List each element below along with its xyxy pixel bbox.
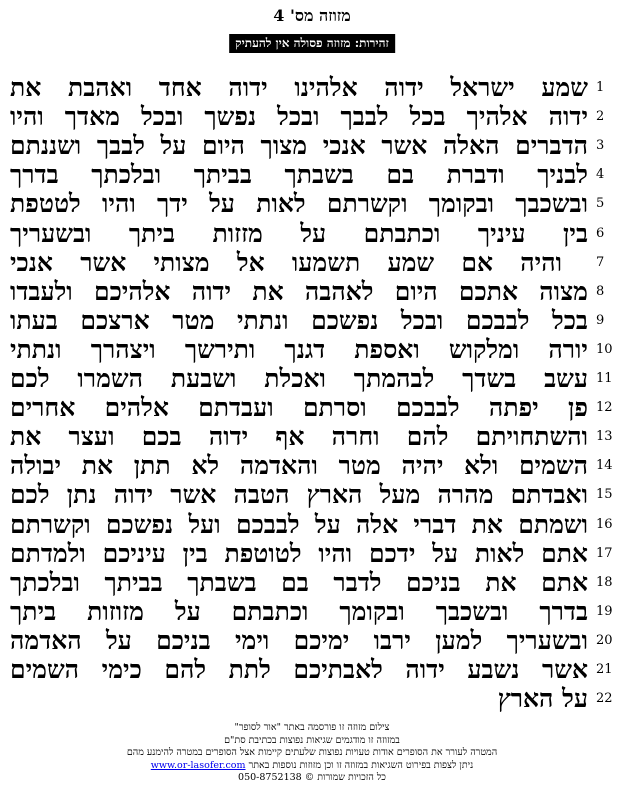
scroll-line bbox=[0, 159, 624, 190]
line-number: 16 bbox=[596, 516, 613, 532]
line-text: ובשכבך ובקומך וקשרתם לאות על ידך והיו לטטפת bbox=[10, 189, 588, 219]
footer-link-row bbox=[0, 760, 624, 773]
line-text: השמים ולא יהיה מטר והאדמה לא תתן את יבולה bbox=[10, 451, 588, 481]
scroll-line bbox=[0, 683, 624, 714]
scroll-line bbox=[0, 654, 624, 685]
line-number: 4 bbox=[596, 167, 605, 183]
scroll-line bbox=[0, 247, 624, 278]
footer-credit: צילום מזוזה זו פורסמה באתר "אור לסופר" bbox=[234, 722, 390, 733]
line-number: 18 bbox=[596, 574, 613, 590]
scroll-line bbox=[0, 538, 624, 569]
scroll-line bbox=[0, 450, 624, 481]
scroll-line bbox=[0, 188, 624, 219]
line-number: 7 bbox=[596, 254, 605, 270]
scroll-line bbox=[0, 101, 624, 132]
line-text: יורה ומלקוש ואספת דגנך ותירשך ויצהרך ונתתי bbox=[10, 334, 588, 364]
scroll-line bbox=[0, 509, 624, 540]
line-number: 13 bbox=[596, 429, 613, 445]
line-number: 20 bbox=[596, 632, 613, 648]
line-text: אתם את בניכם לדבר בם בשבתך בביתך ובלכתך bbox=[10, 567, 588, 597]
scroll-line bbox=[0, 218, 624, 249]
scroll-line bbox=[0, 363, 624, 394]
line-number: 12 bbox=[596, 400, 613, 416]
scroll-line bbox=[0, 276, 624, 307]
footer-view-note: ניתן לצפות בפירוט השגיאות במזוזה זו וכן מזוזות נוספות באתר bbox=[248, 759, 474, 771]
line-text: והשתחויתם להם וחרה אף ידוה בכם ועצר את bbox=[10, 422, 588, 452]
scroll-line bbox=[0, 479, 624, 510]
line-number: 5 bbox=[596, 196, 605, 212]
line-number: 11 bbox=[596, 371, 613, 386]
line-number: 9 bbox=[596, 312, 605, 328]
line-text: בכל לבבכם ובכל נפשכם ונתתי מטר ארצכם בעתו bbox=[10, 305, 588, 335]
footer-demo-note: במזוזה זו מודגמים שגיאות נפוצות בכתיבת סת"ם bbox=[224, 734, 400, 746]
line-text: ידוה אלהיך בכל לבבך ובכל נפשך ובכל מאדך והיו bbox=[10, 102, 588, 132]
line-text: פן יפתה לבבכם וסרתם ועבדתם אלהים אחרים bbox=[10, 393, 588, 423]
line-text: בדרך ובשכבך ובקומך וכתבתם על מזוזות ביתך bbox=[10, 596, 588, 626]
line-text: הדברים האלה אשר אנכי מצוך היום על לבבך ושננתם bbox=[10, 131, 588, 161]
line-number: 8 bbox=[596, 283, 605, 299]
line-text: עשב בשדך לבהמתך ואכלת ושבעת השמרו לכם bbox=[10, 364, 588, 393]
line-text: ובשעריך למען ירבו ימיכם וימי בניכם על האדמה bbox=[10, 625, 588, 655]
footer-copyright: כל הזכויות שמורות © 050-8752138 bbox=[238, 772, 386, 784]
line-text: לבניך ודברת בם בשבתך בביתך ובלכתך בדרך bbox=[10, 160, 588, 190]
line-text: אתם לאות על ידכם והיו לטוטפת בין עיניכם ולמדתם bbox=[10, 538, 588, 568]
footer bbox=[0, 722, 624, 785]
scroll-line bbox=[0, 72, 624, 103]
line-text: על הארץ bbox=[497, 684, 588, 714]
scroll-line bbox=[0, 130, 624, 161]
line-text: ושמתם את דברי אלה על לבבכם ועל נפשכם וקשרתם bbox=[10, 509, 588, 539]
line-number: 22 bbox=[596, 691, 613, 707]
line-number: 10 bbox=[596, 341, 613, 357]
line-text: אשר נשבע ידוה לאבתיכם לתת להם כימי השמים bbox=[10, 655, 588, 684]
line-number: 6 bbox=[596, 225, 605, 241]
website-link[interactable]: www.or-lasofer.com bbox=[150, 759, 246, 771]
line-number: 17 bbox=[596, 545, 613, 561]
line-number: 2 bbox=[596, 109, 605, 125]
line-number: 19 bbox=[596, 603, 613, 619]
line-text: והיה אם שמע תשמעו אל מצותי אשר אנכי bbox=[10, 247, 562, 277]
scroll-line bbox=[0, 567, 624, 598]
scroll-line bbox=[0, 392, 624, 423]
warning-banner: זהירות: מזוזה פסולה אין להעתיק bbox=[229, 34, 395, 53]
scroll-line bbox=[0, 421, 624, 452]
line-text: בין עיניך וכתבתם על מזזות ביתך ובשעריך bbox=[10, 218, 588, 248]
scroll-line bbox=[0, 334, 624, 365]
page-title: מזוזה מס' 4 bbox=[273, 6, 351, 25]
line-number: 15 bbox=[596, 487, 613, 503]
line-number: 1 bbox=[596, 80, 605, 95]
footer-purpose: המטרה לעורר את הסופרים אודות טעויות נפוצות שלעתים קיימות אצל הסופרים במטרה להימנע מהם bbox=[126, 747, 498, 759]
line-text: ואבדתם מהרה מעל הארץ הטבה אשר ידוה נתן לכם bbox=[10, 480, 588, 510]
scroll-line bbox=[0, 305, 624, 336]
line-text: מצוה אתכם היום לאהבה את ידוה אלהיכם ולעבדו bbox=[10, 276, 588, 306]
line-number: 21 bbox=[596, 662, 613, 677]
scroll-line bbox=[0, 596, 624, 627]
line-number: 3 bbox=[596, 138, 605, 154]
line-number: 14 bbox=[596, 458, 613, 474]
line-text: שמע ישראל ידוה אלהינו ידוה אחד ואהבת את bbox=[10, 73, 588, 102]
scroll-line bbox=[0, 625, 624, 656]
